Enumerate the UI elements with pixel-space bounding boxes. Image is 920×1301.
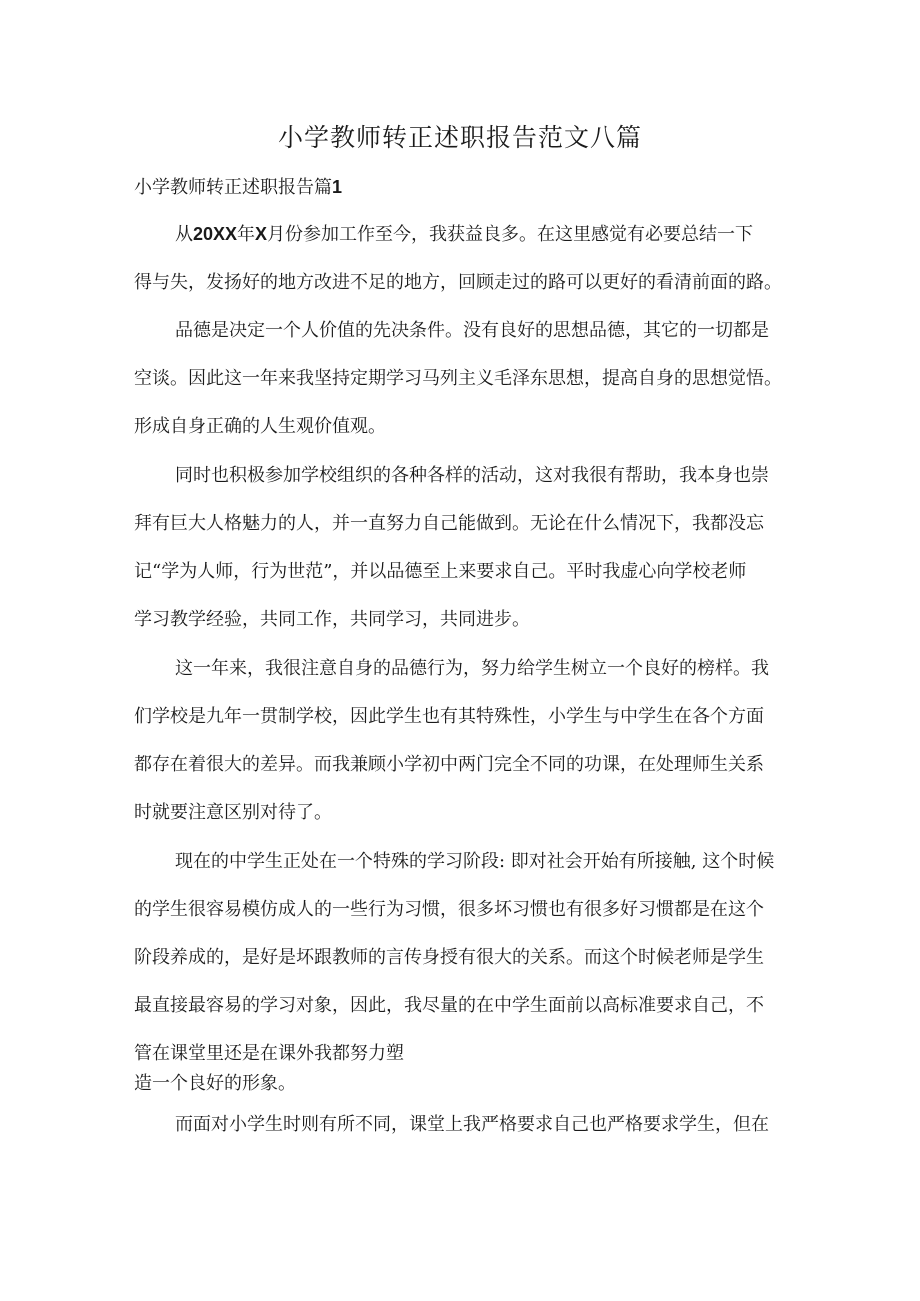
paragraph-6 [134, 1101, 794, 1149]
paragraph-3 [134, 452, 794, 644]
paragraph-line: 形成自身正确的人生观价值观。 [134, 416, 386, 437]
paragraph-line: 管在课堂里还是在课外我都努力塑 [134, 1043, 404, 1064]
paragraph-line: 现在的中学生正处在一个特殊的学习阶段: 即对社会开始有所接触, 这个时候 [175, 851, 775, 872]
paragraph-line: 们学校是九年一贯制学校，因此学生也有其特殊性，小学生与中学生在各个方面 [134, 706, 764, 727]
paragraph-4 [134, 645, 794, 837]
paragraph-line: 空谈。因此这一年来我坚持定期学习马列主义毛泽东思想，提高自身的思想觉悟。 [134, 368, 782, 389]
paragraph-line: 的学生很容易模仿成人的一些行为习惯，很多坏习惯也有很多好习惯都是在这个 [134, 899, 764, 920]
paragraph-line: 这一年来，我很注意自身的品德行为，努力给学生树立一个良好的榜样。我 [175, 658, 769, 679]
section-heading-text: 小学教师转正述职报告篇 [134, 177, 332, 198]
paragraph-5 [134, 838, 794, 1078]
text-run: 月份参加工作至今，我获益良多。在这里感觉有必要总结一下 [267, 224, 754, 245]
paragraph-line: 得与失，发扬好的地方改进不足的地方，回顾走过的路可以更好的看清前面的路。 [134, 272, 782, 293]
year-placeholder: 20XX [193, 224, 238, 244]
section-heading [134, 172, 342, 203]
paragraph-line: 同时也积极参加学校组织的各种各样的活动，这对我很有帮助，我本身也崇 [175, 465, 769, 486]
paragraph-line: 学习教学经验，共同工作，共同学习，共同进步。 [134, 609, 530, 630]
paragraph-5-continuation [134, 1069, 794, 1099]
paragraph-line: 都存在着很大的差异。而我兼顾小学初中两门完全不同的功课，在处理师生关系 [134, 754, 764, 775]
paragraph-line: 阶段养成的，是好是坏跟教师的言传身授有很大的关系。而这个时候老师是学生 [134, 947, 764, 968]
paragraph-line: 时就要注意区别对待了。 [134, 802, 332, 823]
section-number: 1 [332, 177, 343, 197]
paragraph-line [134, 210, 794, 259]
paragraph-line: 记“学为人师，行为世范”，并以品德至上来要求自己。平时我虚心向学校老师 [134, 561, 747, 582]
paragraph-line: 最直接最容易的学习对象，因此，我尽量的在中学生面前以高标准要求自己，不 [134, 995, 764, 1016]
paragraph-line: 拜有巨大人格魅力的人，并一直努力自己能做到。无论在什么情况下，我都没忘 [134, 513, 764, 534]
text-run: 年 [237, 224, 256, 245]
paragraph-line: 品德是决定一个人价值的先决条件。没有良好的思想品德，其它的一切都是 [175, 320, 769, 341]
month-placeholder: X [255, 224, 268, 244]
document-title: 小学教师转正述职报告范文八篇 [277, 123, 642, 152]
text-run: 从 [175, 224, 193, 245]
paragraph-line: 造一个良好的形象。 [134, 1073, 296, 1094]
paragraph-line: 而面对小学生时则有所不同，课堂上我严格要求自己也严格要求学生，但在 [175, 1114, 769, 1135]
paragraph-2 [134, 307, 794, 451]
paragraph-1 [134, 210, 794, 307]
